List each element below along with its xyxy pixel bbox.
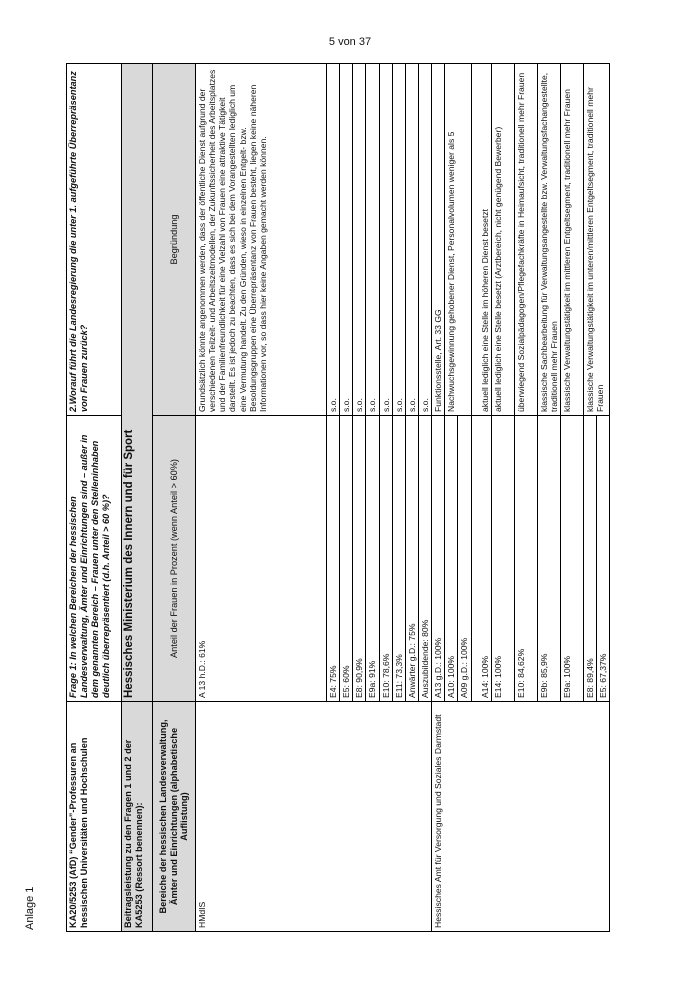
begruendung-cell: s.o.: [392, 64, 405, 416]
bereich-hmdis: HMdIS: [196, 702, 432, 932]
answer-table: [66, 63, 610, 932]
begruendung-cell: Nachwuchsgewinnung gehobener Dienst, Personalvolumen weniger als 5: [445, 64, 471, 416]
begruendung-cell: s.o.: [366, 64, 379, 416]
anteil-cell: E11: 73,3%: [392, 416, 405, 702]
begruendung-cell: Funktionsstelle, Art. 33 GG: [432, 64, 445, 416]
table-row: [432, 64, 445, 932]
column-header-row: [153, 64, 196, 932]
begruendung-cell: aktuell lediglich eine Stelle besetzt (Arztbereich, nicht genügend Bewerber): [491, 64, 514, 416]
anteil-cell: E9a: 91%: [366, 416, 379, 702]
anteil-cell: E8: 90,9%: [353, 416, 366, 702]
anteil-cell: E5: 67,37%: [597, 416, 610, 702]
ministry-row: [122, 64, 153, 932]
anteil-cell: E10: 78,6%: [379, 416, 392, 702]
begruendung-cell: s.o.: [327, 64, 340, 416]
beitrag-label: Beitragsleistung zu den Fragen 1 und 2 der KA5253 (Ressort benennen):: [122, 702, 153, 932]
begruendung-cell: überwiegend Sozialpädagogen/Pflegefachkräfte in Heimaufsicht, traditionell mehr Frauen: [514, 64, 537, 416]
begruendung-cell: aktuell lediglich eine Stelle im höheren Dienst besetzt: [471, 64, 491, 416]
ministry-name: Hessisches Ministerium des Innern und für Sport: [122, 64, 153, 702]
page-number: 5 von 37: [328, 36, 372, 48]
begruendung-cell: s.o.: [418, 64, 431, 416]
anteil-cell: Anwärter g.D.: 75%: [405, 416, 418, 702]
anteil-cell: E4: 75%: [327, 416, 340, 702]
anteil-cell: E8: 89,4%: [583, 416, 596, 702]
table-row: [196, 64, 327, 932]
begruendung-cell: Grundsätzlich könnte angenommen werden, dass der öffentliche Dienst aufgrund der verschiedenen Teilzeit- und Arbeitszeitmodellen, der Zukunftssicherheit des Arbeitsplatzes und der Familienfreundlichkeit für eine Vielzahl von Frauen eine attraktive Tätigkeit darstellt. Es ist jedoch zu beachten, dass es sich bei dem Vorangestellten lediglich um eine Vermutung handelt. Zu den Gründen, wieso in einzelnen Entgelt- bzw. Besoldungsgruppen eine Überrepräsentanz von Frauen besteht, liegen keine näheren Informationen vor, so dass hier keine Angaben gemacht werden können.: [196, 64, 327, 416]
anteil-cell: E9b: 85,9%: [537, 416, 560, 702]
annex-label: Anlage 1: [24, 886, 36, 930]
anteil-cell: Auszubildende: 80%: [418, 416, 431, 702]
anteil-cell: A13 g.D.: 100%: [432, 416, 445, 702]
begruendung-cell: klassische Verwaltungstätigkeit im mittleren Entgeltsegment, traditionell mehr Frauen: [560, 64, 583, 416]
anteil-cell: E5: 60%: [340, 416, 353, 702]
begruendung-cell: klassische Verwaltungstätigkeit im unteren/mittleren Entgeltsegment, traditionell mehr Frauen: [583, 64, 609, 416]
begruendung-cell: klassische Sachbearbeitung für Verwaltungsangestellte bzw. Verwaltungsfachangestellte, traditionell mehr Frauen: [537, 64, 560, 416]
question-2: 2.Worauf führt die Landesregierung die unter 1. aufgeführte Überrepräsentanz von Frauen zurück?: [67, 64, 122, 416]
begruendung-cell: s.o.: [340, 64, 353, 416]
column-header-anteil: Anteil der Frauen in Prozent (wenn Anteil > 60%): [153, 416, 196, 702]
anteil-cell: E10: 84,62%: [514, 416, 537, 702]
anteil-cell: A 13 h.D.: 61%: [196, 416, 327, 702]
column-header-bereiche: Bereiche der hessischen Landesverwaltung, Ämter und Einrichtungen (alphabetische Auflistung): [153, 702, 196, 932]
rotated-table-sheet: [66, 64, 609, 932]
anteil-cell: E14: 100%: [491, 416, 514, 702]
column-header-begruendung: Begründung: [153, 64, 196, 416]
anteil-cell: A10: 100%: [445, 416, 458, 702]
begruendung-cell: s.o.: [379, 64, 392, 416]
anteil-cell: A09 g.D.: 100%: [458, 416, 471, 702]
bereich-havs: Hessisches Amt für Versorgung und Soziales Darmstadt: [432, 702, 610, 932]
begruendung-cell: s.o.: [405, 64, 418, 416]
kleine-anfrage-title: KA20/5253 (AfD) “Gender”-Professuren an hessischen Universitäten und Hochschulen: [67, 702, 122, 932]
anteil-cell: E9a: 100%: [560, 416, 583, 702]
question-1: Frage 1: In welchen Bereichen der hessischen Landesverwaltung, Ämter und Einrichtungen sind – außer in dem genannten Bereich – Frauen unter den Stelleninhaben deutlich überrepräsentiert (d.h. Anteil > 60 %)?: [67, 416, 122, 702]
begruendung-cell: s.o.: [353, 64, 366, 416]
question-header-row: [67, 64, 122, 932]
anteil-cell: A14: 100%: [471, 416, 491, 702]
